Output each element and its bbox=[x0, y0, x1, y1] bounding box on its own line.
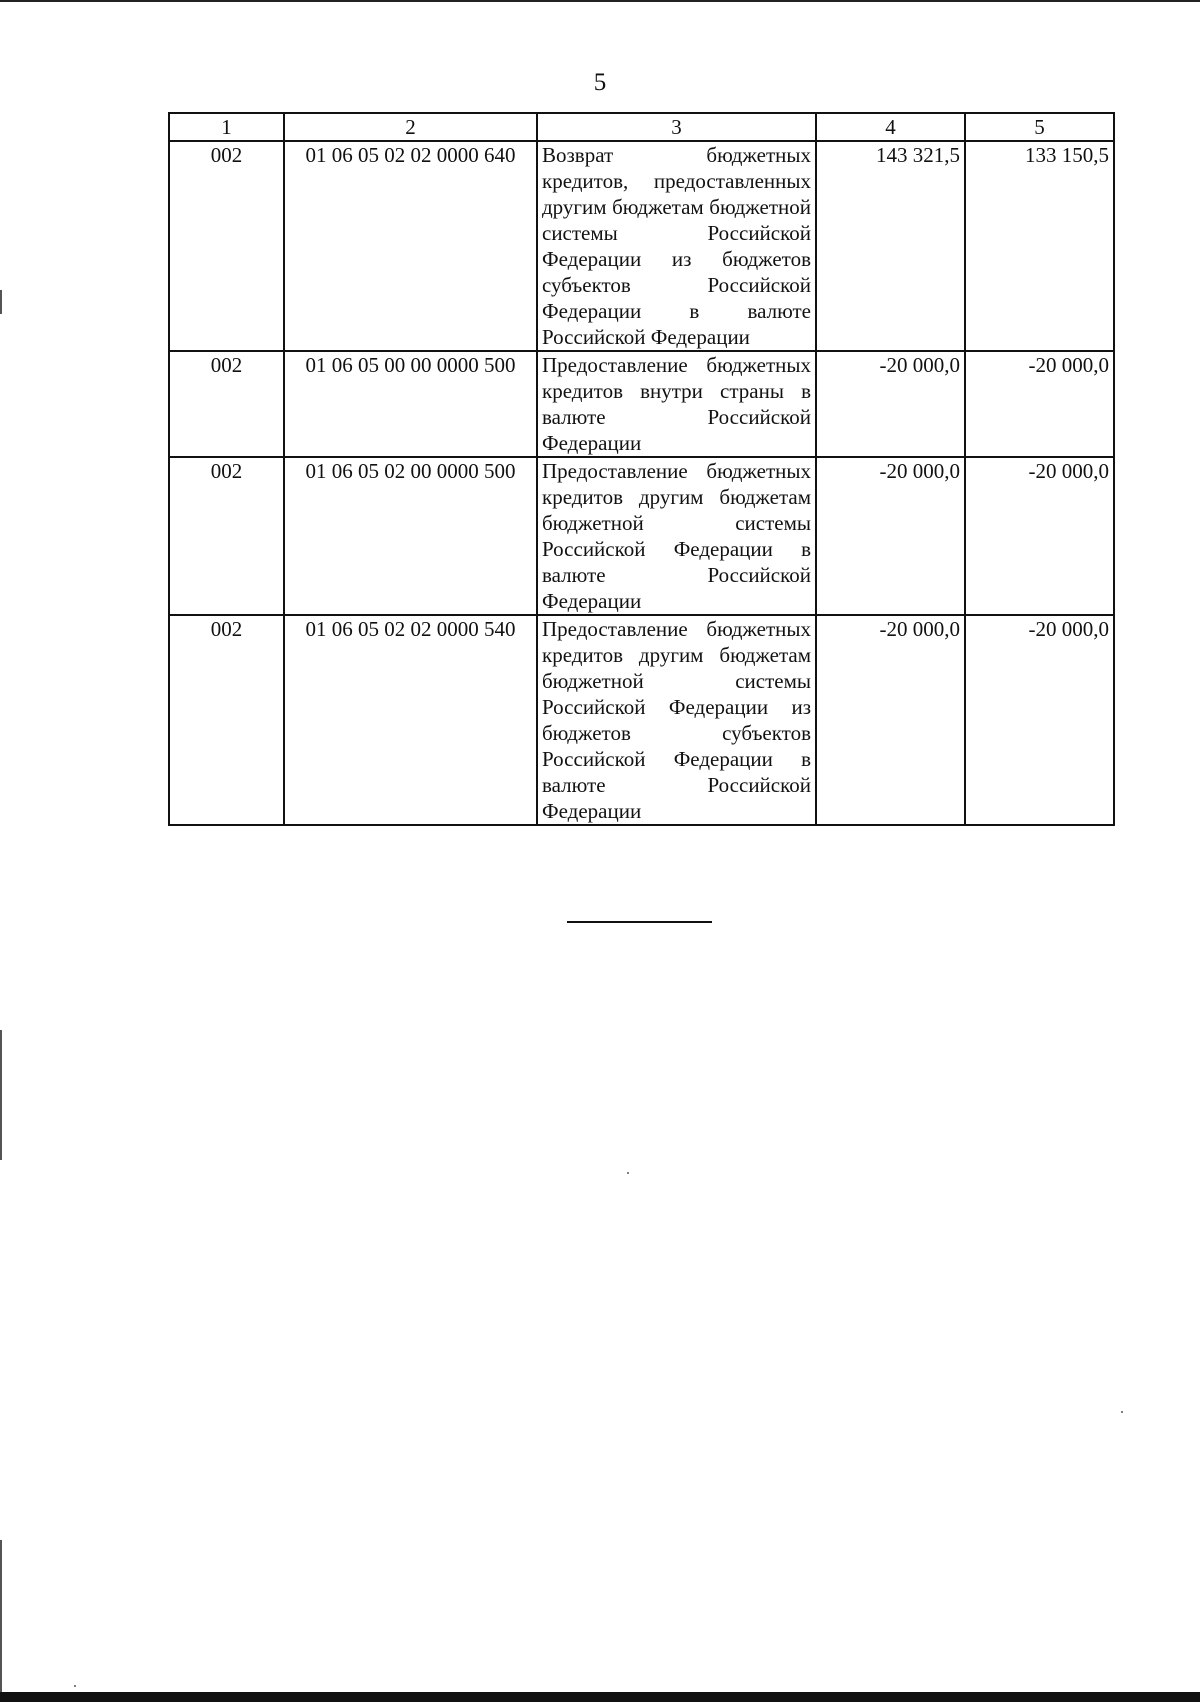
item-name-cell bbox=[537, 351, 816, 457]
column-header-5: 5 bbox=[965, 113, 1114, 141]
admin-code-cell: 002 bbox=[169, 141, 284, 351]
table-row bbox=[169, 457, 1114, 615]
item-name-cell bbox=[537, 457, 816, 615]
classification-code-cell: 01 06 05 00 00 0000 500 bbox=[284, 351, 537, 457]
column-header-1: 1 bbox=[169, 113, 284, 141]
column-header-4: 4 bbox=[816, 113, 965, 141]
scan-top-edge bbox=[0, 0, 1200, 2]
column-header-3: 3 bbox=[537, 113, 816, 141]
amount-column-5-cell: 133 150,5 bbox=[965, 141, 1114, 351]
amount-column-4-cell: -20 000,0 bbox=[816, 615, 965, 825]
scan-speck bbox=[1121, 1411, 1123, 1413]
amount-column-4-cell: 143 321,5 bbox=[816, 141, 965, 351]
item-name-cell bbox=[537, 615, 816, 825]
scan-speck bbox=[74, 1685, 76, 1687]
closing-rule bbox=[567, 921, 712, 923]
classification-code-cell: 01 06 05 02 00 0000 500 bbox=[284, 457, 537, 615]
amount-column-5-cell: -20 000,0 bbox=[965, 457, 1114, 615]
amount-column-4-cell: -20 000,0 bbox=[816, 351, 965, 457]
amount-column-5-cell: -20 000,0 bbox=[965, 351, 1114, 457]
admin-code-cell: 002 bbox=[169, 457, 284, 615]
scan-bottom-edge bbox=[0, 1692, 1200, 1702]
page-number: 5 bbox=[593, 69, 607, 96]
table-header-row bbox=[169, 113, 1114, 141]
amount-column-5-cell: -20 000,0 bbox=[965, 615, 1114, 825]
item-name-text: Предоставление бюджетных кредитов другим бюджетам бюджетной системы Российской Федерации в валюте Российской Федерации bbox=[542, 459, 811, 613]
table-row bbox=[169, 141, 1114, 351]
table-row bbox=[169, 615, 1114, 825]
table-row bbox=[169, 351, 1114, 457]
item-name-text: Возврат бюджетных кредитов, предоставленных другим бюджетам бюджетной системы Российской Федерации из бюджетов субъектов Российской Федерации в валюте Российской Федерации bbox=[542, 143, 811, 349]
classification-code-cell: 01 06 05 02 02 0000 540 bbox=[284, 615, 537, 825]
classification-code-cell: 01 06 05 02 02 0000 640 bbox=[284, 141, 537, 351]
scan-speck bbox=[627, 1172, 629, 1174]
scan-margin-mark bbox=[0, 290, 2, 314]
scan-margin-mark bbox=[0, 1540, 2, 1692]
admin-code-cell: 002 bbox=[169, 615, 284, 825]
item-name-cell bbox=[537, 141, 816, 351]
column-header-2: 2 bbox=[284, 113, 537, 141]
admin-code-cell: 002 bbox=[169, 351, 284, 457]
scan-margin-mark bbox=[0, 1030, 2, 1160]
budget-sources-table bbox=[168, 112, 1115, 826]
item-name-text: Предоставление бюджетных кредитов внутри страны в валюте Российской Федерации bbox=[542, 353, 811, 455]
amount-column-4-cell: -20 000,0 bbox=[816, 457, 965, 615]
item-name-text: Предоставление бюджетных кредитов другим бюджетам бюджетной системы Российской Федерации из бюджетов субъектов Российской Федерации в валюте Российской Федерации bbox=[542, 617, 811, 823]
